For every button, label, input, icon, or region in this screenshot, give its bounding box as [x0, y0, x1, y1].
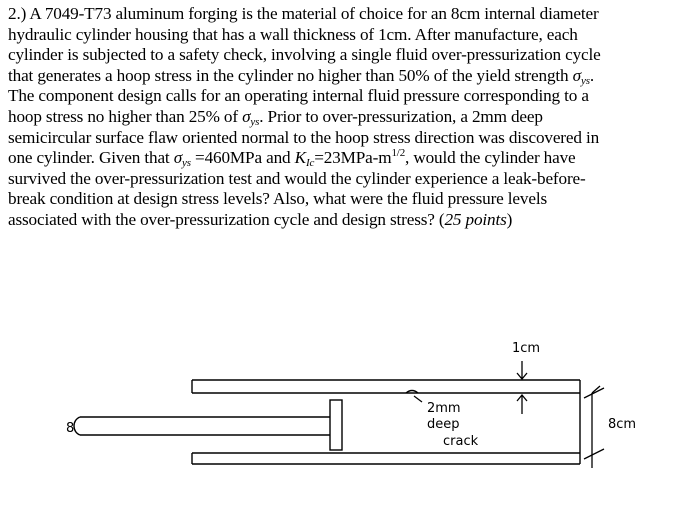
cylinder-diagram	[0, 320, 700, 514]
problem-line-8: one cylinder. Given that $\sigma_{ys} =460MPa$ and $K_{Ic}=23MPa-m^{1/2}$, would the cylinder have	[8, 147, 576, 170]
k-subscript: Ic	[305, 157, 315, 170]
flaw-label-line-2: deep	[427, 417, 460, 432]
sigma-symbol: σ	[173, 148, 183, 168]
diameter-label: 8cm	[608, 417, 637, 432]
problem-line-9: survived the over-pressurization test and would the cylinder experience a leak-before-	[8, 168, 586, 188]
thickness-arrows	[517, 361, 527, 414]
rod-end-symbol: 8	[66, 421, 75, 436]
flaw-label-line-1: 2mm	[427, 401, 461, 416]
sigma-subscript: ys	[182, 157, 191, 170]
piston-head	[330, 400, 342, 450]
problem-line-6: hoop stress no higher than 25% of $\sigma_{ys}$. Prior to over-pressurization, a 2mm deep	[8, 106, 543, 128]
points-value: 25 points	[444, 209, 507, 229]
thickness-label: 1cm	[512, 341, 541, 356]
cylinder-walls	[192, 380, 580, 464]
problem-line-10: break condition at design stress levels? Also, what were the fluid pressure levels	[8, 189, 547, 209]
problem-line-1: 2.) A 7049-T73 aluminum forging is the material of choice for an 8cm internal diameter	[8, 4, 599, 23]
flaw-label-line-3: crack	[443, 434, 479, 449]
problem-line-7: semicircular surface flaw oriented normal to the hoop stress direction was discovered in	[8, 127, 600, 147]
problem-line-2: hydraulic cylinder housing that has a wall thickness of 1cm. After manufacture, each	[8, 24, 578, 44]
diameter-dimension	[584, 386, 604, 468]
crack-pointer-arrow	[414, 396, 422, 402]
problem-line-3: cylinder is subjected to a safety check, involving a single fluid over-pressurization cycle	[8, 45, 601, 65]
sigma-subscript: ys	[250, 115, 260, 128]
sigma-symbol: σ	[572, 65, 581, 85]
exponent: 1/2	[391, 147, 406, 160]
sigma-subscript: ys	[580, 74, 590, 87]
problem-statement	[8, 4, 692, 231]
k-symbol: K	[294, 148, 306, 168]
problem-line-5: The component design calls for an operating internal fluid pressure corresponding to a	[8, 86, 589, 106]
problem-line-11: associated with the over-pressurization cycle and design stress? (25 points)	[8, 209, 513, 229]
piston-rod	[74, 417, 330, 435]
sigma-symbol: σ	[242, 106, 251, 126]
problem-line-4: that generates a hoop stress in the cylinder no higher than 50% of the yield strength $\sigma_{ys}$.	[8, 65, 594, 87]
